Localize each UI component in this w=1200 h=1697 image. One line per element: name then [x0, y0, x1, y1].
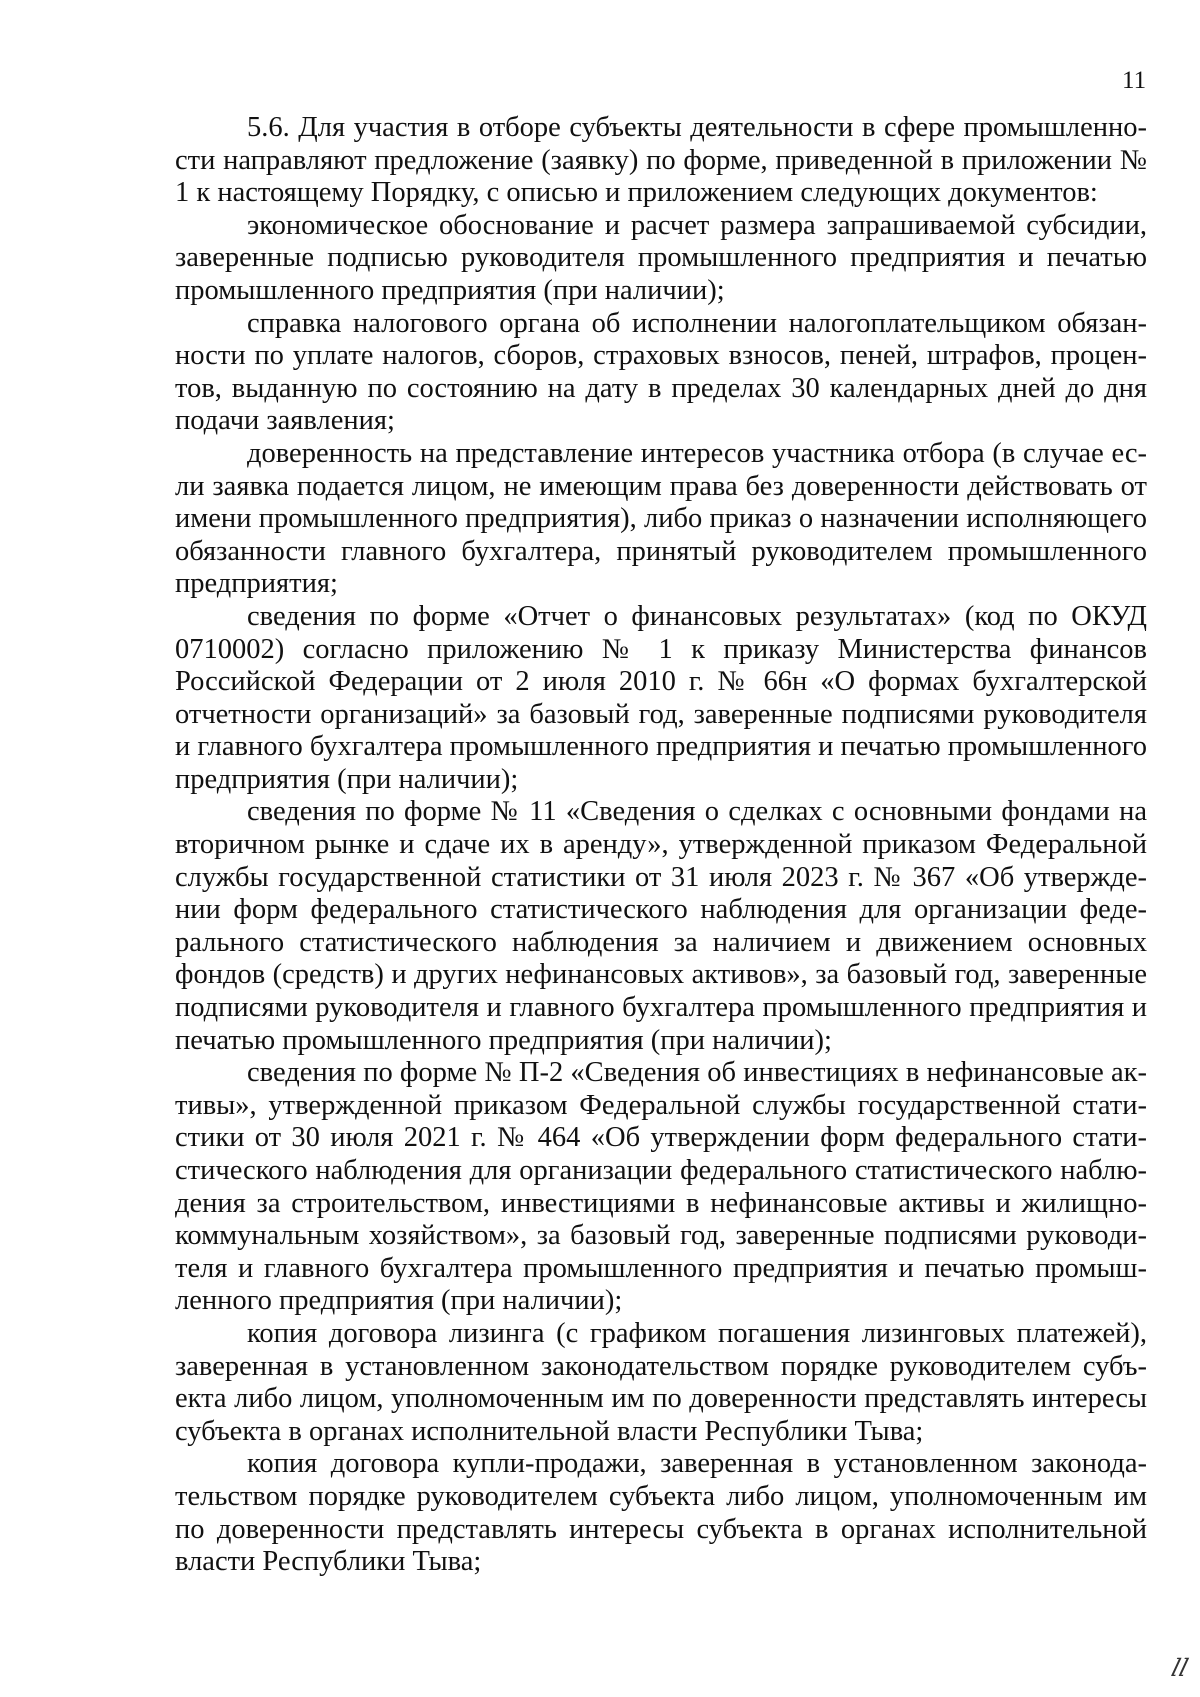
paragraph-economic-justification: экономическое обоснование и расчет размера запрашиваемой субсидии, заверенные подписью руководителя промышленного предприятия и печатью промышленного предприятия (при наличии);: [175, 209, 1147, 306]
document-body: [175, 112, 1147, 1579]
paragraph-leasing-contract: копия договора лизинга (с графиком погашения лизинговых платежей), заверенная в установленном законодательством порядке руководителем субъекта либо лицом, уполномоченным им по доверенности представлять интересы субъекта в органах исполнительной власти Республики Тыва;: [175, 1317, 1147, 1447]
paragraph-5-6-intro: 5.6. Для участия в отборе субъекты деятельности в сфере промышленности направляют предложение (заявку) по форме, приведенной в приложении № 1 к настоящему Порядку, с описью и приложением следующих документов:: [175, 112, 1147, 209]
paragraph-financial-results-form: сведения по форме «Отчет о финансовых результатах» (код по ОКУД 0710002) согласно приложению № 1 к приказу Министерства финансов Российской Федерации от 2 июля 2010 г. № 66н «О формах бухгалтерской отчетности организаций» за базовый год, заверенные подписями руководителя и главного бухгалтера промышленного предприятия и печатью промышленного предприятия (при наличии);: [175, 600, 1147, 795]
paragraph-tax-certificate: справка налогового органа об исполнении налогоплательщиком обязанности по уплате налогов, сборов, страховых взносов, пеней, штрафов, процентов, выданную по состоянию на дату в пределах 30 календарных дней до дня подачи заявления;: [175, 307, 1147, 437]
paragraph-form-p2: сведения по форме № П-2 «Сведения об инвестициях в нефинансовые активы», утвержденной приказом Федеральной службы государственной статистики от 30 июля 2021 г. № 464 «Об утверждении форм федерального статистического наблюдения для организации федерального статистического наблюдения за строительством, инвестициями в нефинансовые активы и жилищно-коммунальным хозяйством», за базовый год, заверенные подписями руководителя и главного бухгалтера промышленного предприятия и печатью промышленного предприятия (при наличии);: [175, 1057, 1147, 1317]
paragraph-power-of-attorney: доверенность на представление интересов участника отбора (в случае если заявка подается лицом, не имеющим права без доверенности действовать от имени промышленного предприятия), либо приказ о назначении исполняющего обязанности главного бухгалтера, принятый руководителем промышленного предприятия;: [175, 437, 1147, 600]
paragraph-form-11: сведения по форме № 11 «Сведения о сделках с основными фондами на вторичном рынке и сдаче их в аренду», утвержденной приказом Федеральной службы государственной статистики от 31 июля 2023 г. № 367 «Об утверждении форм федерального статистического наблюдения для организации федерального статистического наблюдения за наличием и движением основных фондов (средств) и других нефинансовых активов», за базовый год, заверенные подписями руководителя и главного бухгалтера промышленного предприятия и печатью промышленного предприятия (при наличии);: [175, 796, 1147, 1056]
handwritten-corner-mark: 𝑙𝑙: [1168, 1656, 1191, 1682]
paragraph-sale-contract: копия договора купли-продажи, заверенная в установленном законодательством порядке руководителем субъекта либо лицом, уполномоченным им по доверенности представлять интересы субъекта в органах исполнительной власти Республики Тыва;: [175, 1448, 1147, 1578]
page-number: 11: [1122, 67, 1147, 94]
